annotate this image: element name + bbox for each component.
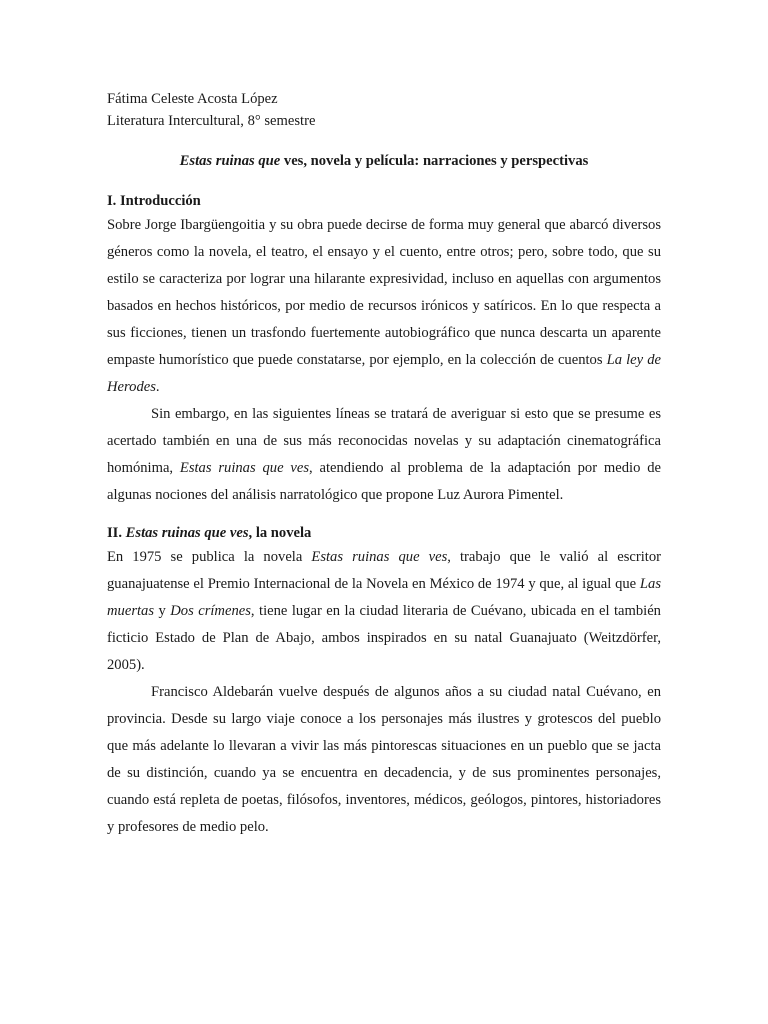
paragraph-intro-1: [107, 212, 661, 401]
heading-rest: , la novela: [248, 525, 312, 541]
section-heading-novela: [107, 522, 661, 544]
paragraph-novela-2: Francisco Aldebarán vuelve después de algunos años a su ciudad natal Cuévano, en provincia. Desde su largo viaje conoce a los personajes más ilustres y grotescos del pueblo que más adelante lo llevaran a vivir las más pintorescas situaciones en un pueblo que se jacta de su distinción, cuando ya se encuentra en decadencia, y de sus prominentes personajes, cuando está repleta de poetas, filósofos, inventores, médicos, geólogos, pintores, historiadores y profesores de medio pelo.: [107, 684, 661, 835]
document-page: [107, 88, 661, 841]
book-title: Estas ruinas que ves: [311, 549, 448, 565]
paragraph-text: , trabajo que le valió al escritor guanajuatense el Premio Internacional de la Novela en México de 1974 y que, al igual que: [107, 549, 661, 592]
section-heading-introduccion: I. Introducción: [107, 193, 201, 209]
title-rest: ves, novela y película: narraciones y perspectivas: [280, 153, 589, 169]
book-title: Dos crímenes: [170, 603, 251, 619]
title-italic: Estas ruinas que: [179, 153, 281, 169]
book-title: Estas ruinas que ves: [179, 460, 310, 476]
heading-italic: Estas ruinas que ves: [125, 525, 249, 541]
document-title: [107, 150, 661, 172]
paragraph-novela-1: [107, 544, 661, 679]
paragraph-text: Sobre Jorge Ibargüengoitia y su obra puede decirse de forma muy general que abarcó diversos géneros como la novela, el teatro, el ensayo y el cuento, entre otros; pero, sobre todo, que su estilo se caracteriza por lograr una hilarante expresividad, incluso en aquellas con argumentos basados en hechos históricos, por medio de recursos irónicos y satíricos. En lo que respecta a sus ficciones, tienen un trasfondo fuertemente autobiográfico que nunca descarta un aparente empaste humorístico que puede constatarse, por ejemplo, en la colección de cuentos: [107, 217, 661, 368]
paragraph-text: Sin embargo, en las siguientes líneas se tratará de averiguar si esto que se presume es acertado también en una de sus más reconocidas novelas y su adaptación cinematográfica homónima,: [107, 406, 661, 476]
book-title: La ley de Herodes: [107, 352, 661, 395]
paragraph-text: , tiene lugar en la ciudad literaria de Cuévano, ubicada en el también ficticio Estado de Plan de Abajo, ambos inspirados en su natal Guanajuato (Weitzdörfer, 2005).: [107, 603, 661, 673]
course-info: Literatura Intercultural, 8° semestre: [107, 113, 316, 129]
paragraph-end: .: [155, 379, 160, 395]
paragraph-text: En 1975 se publica la novela: [107, 549, 312, 565]
paragraph-text: y: [154, 603, 171, 619]
author-name: Fátima Celeste Acosta López: [107, 91, 278, 107]
paragraph-intro-2: [107, 401, 661, 509]
heading-prefix: II.: [107, 525, 126, 541]
paragraph-end: , atendiendo al problema de la adaptación por medio de algunas nociones del análisis narratológico que propone Luz Aurora Pimentel.: [107, 460, 661, 503]
book-title: Las muertas: [107, 576, 661, 619]
